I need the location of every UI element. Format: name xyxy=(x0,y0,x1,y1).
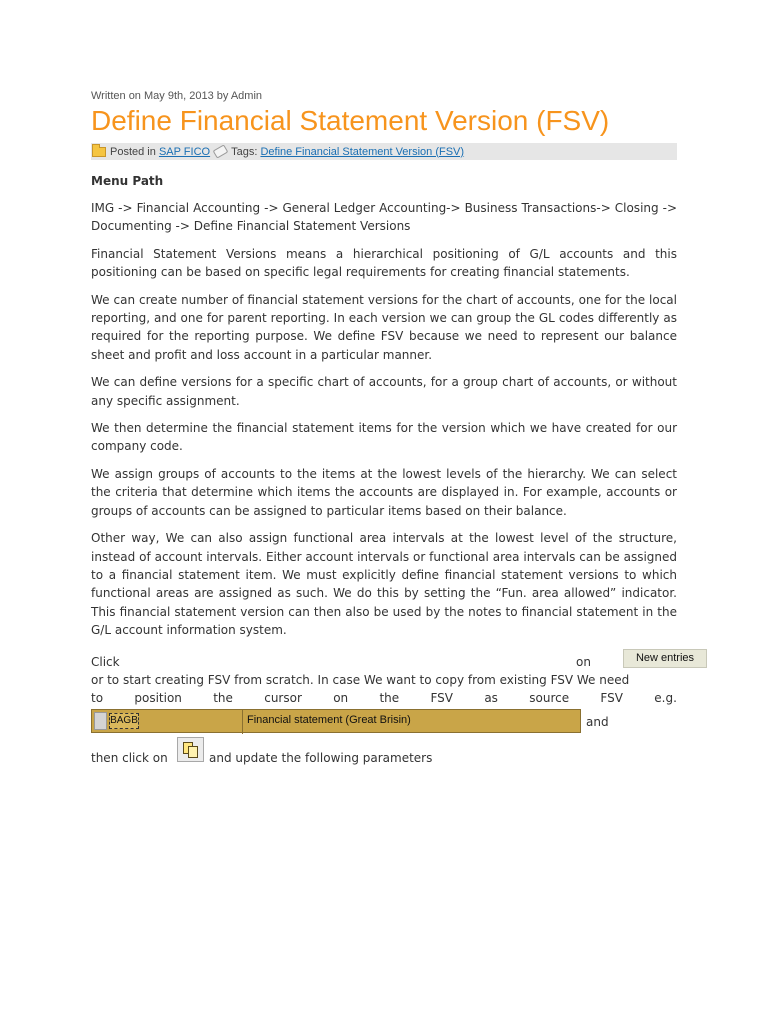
and-word: and xyxy=(586,715,609,730)
post-meta: Written on May 9th, 2013 by Admin xyxy=(91,90,262,102)
new-entries-button[interactable]: New entries xyxy=(623,649,707,668)
instruction-justified-line xyxy=(91,689,677,707)
menu-path-text: IMG -> Financial Accounting -> General Ledger Accounting-> Business Transactions-> Closing -> Documenting -> Define Financial Statement Versions xyxy=(91,201,677,234)
article xyxy=(91,88,695,769)
tag-link[interactable]: Define Financial Statement Version (FSV) xyxy=(260,145,465,158)
then-click-text: then click on xyxy=(91,751,168,766)
click-word: Click xyxy=(91,654,120,669)
category-link[interactable]: SAP FICO xyxy=(158,145,211,158)
page-title: Define Financial Statement Version (FSV) xyxy=(91,105,610,136)
menu-path-heading: Menu Path xyxy=(91,174,164,188)
word: position xyxy=(134,690,182,705)
word: to xyxy=(91,690,104,705)
on-word: on xyxy=(576,654,591,669)
posted-in-label: Posted in xyxy=(110,145,156,158)
instruction-line: or to start creating FSV from scratch. In case We want to copy from existing FSV We need xyxy=(91,672,630,687)
paragraph: Financial Statement Versions means a hierarchical positioning of G/L accounts and this positioning can be based on specific legal requirements for creating financial statements. xyxy=(91,246,677,280)
tags-label: Tags: xyxy=(231,145,258,158)
fsv-table-row[interactable] xyxy=(91,709,581,733)
word: the xyxy=(379,690,400,705)
update-params-text: and update the following parameters xyxy=(209,751,433,766)
word: e.g. xyxy=(654,690,677,705)
paragraph: We assign groups of accounts to the items at the lowest levels of the hierarchy. We can select the criteria that determine which items the accounts are displayed in. For example, accounts or groups of accounts can be assigned to particular items based on their balance. xyxy=(91,466,677,518)
post-info-bar xyxy=(91,143,677,160)
word: cursor xyxy=(264,690,302,705)
then-click-row xyxy=(91,737,677,769)
word: FSV xyxy=(600,690,623,705)
word: source xyxy=(529,690,570,705)
word: FSV xyxy=(430,690,454,705)
fsv-description-cell: Financial statement (Great Brisin) xyxy=(247,714,411,727)
folder-icon xyxy=(92,147,106,157)
row-selector[interactable] xyxy=(94,712,107,730)
word: as xyxy=(484,690,498,705)
click-instruction-row xyxy=(91,649,695,671)
fsv-example-row xyxy=(91,709,677,737)
tag-icon xyxy=(213,144,229,158)
word: the xyxy=(213,690,233,705)
paragraph: We then determine the financial statement items for the version which we have created for our company code. xyxy=(91,421,677,454)
column-divider xyxy=(242,710,243,734)
paragraph: We can create number of financial statement versions for the chart of accounts, one for the local reporting, and one for parent reporting. In each version we can group the GL codes differently as required for the reporting purpose. We define FSV because we need to represent our balance sheet and profit and loss account in a particular manner. xyxy=(91,292,677,362)
word: on xyxy=(333,690,349,705)
paragraph: We can define versions for a specific chart of accounts, for a group chart of accounts, or without any specific assignment. xyxy=(91,375,677,408)
copy-page-front xyxy=(188,746,198,758)
copy-icon[interactable] xyxy=(177,737,204,762)
paragraph: Other way, We can also assign functional area intervals at the lowest level of the structure, instead of account intervals. Either account intervals or functional area intervals can be assigned to a financial statement item. We must explicitly define financial statement versions to which functional areas are assigned as such. We do this by setting the “Fun. area allowed” indicator. This financial statement version can then also be used by the notes to financial statement in the G/L account information system. xyxy=(91,531,677,638)
fsv-code-cell[interactable]: BAGB xyxy=(109,713,139,729)
